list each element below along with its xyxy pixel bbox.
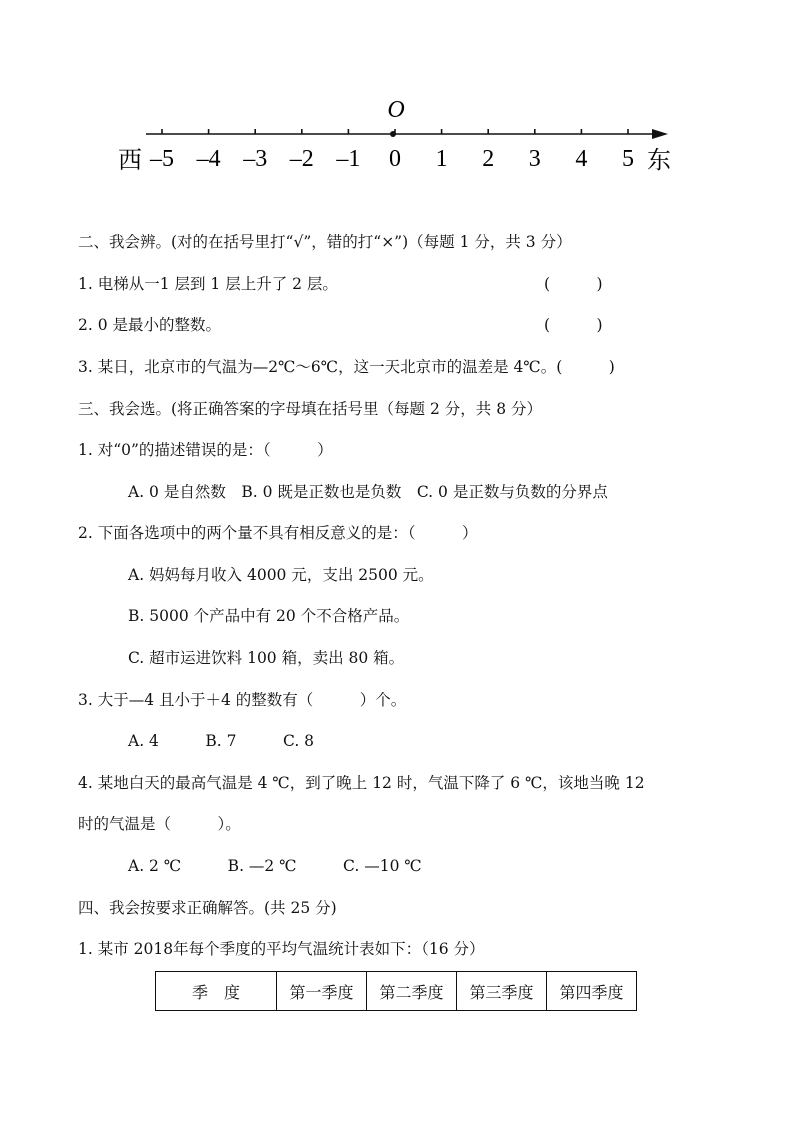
section3-q2-option-b: B. 5000 个产品中有 20 个不合格产品。 [128,607,410,625]
section3-q3-options: A. 4 B. 7 C. 8 [128,732,315,750]
table-header-cell: 第三季度 [457,972,547,1011]
section3-q2: 2. 下面各选项中的两个量不具有相反意义的是：（ ） [78,524,478,542]
west-label: 西 [118,148,142,174]
tick-label: –1 [336,146,361,172]
section2-item-3: 3. 某日，北京市的气温为—2℃～6℃，这一天北京市的温差是 4℃。( ) [78,358,615,376]
tick-label: –2 [289,146,314,172]
section3-q4-line2: 时的气温是（ ）。 [78,815,241,833]
table-header-cell: 第二季度 [367,972,457,1011]
table-header-cell: 第四季度 [547,972,637,1011]
tick-label: 5 [622,146,634,172]
section3-q1: 1. 对“0”的描述错误的是：（ ） [78,441,333,459]
tick-label: 4 [575,146,588,172]
section4-heading: 四、我会按要求正确解答。(共 25 分) [78,899,337,917]
tick-label: 3 [528,146,541,172]
section3-q4-line1: 4. 某地白天的最高气温是 4 ℃，到了晚上 12 时，气温下降了 6 ℃，该地当晚 12 [78,774,645,792]
section3-q2-option-a: A. 妈妈每月收入 4000 元，支出 2500 元。 [128,566,434,584]
number-line [0,0,794,200]
section3-q2-option-c: C. 超市运进饮料 100 箱，卖出 80 箱。 [128,649,405,667]
tick-label: –5 [150,146,174,172]
section2-heading: 二、我会辨。(对的在括号里打“√”，错的打“×”)（每题 1 分，共 3 分） [78,233,572,251]
section2-item-2-text: 2. 0 是最小的整数。 [78,316,222,334]
section2-item-1-text: 1. 电梯从一1 层到 1 层上升了 2 层。 [78,275,338,293]
origin-label: O [387,97,405,123]
section3-heading: 三、我会选。(将正确答案的字母填在括号里（每题 2 分，共 8 分） [78,400,542,418]
table-header-cell: 第一季度 [277,972,367,1011]
arrow-right-icon [652,129,668,139]
table-header-cell: 季 度 [156,972,277,1011]
tick-label: –4 [196,146,221,172]
tick-label: 2 [482,146,495,172]
table-row [156,972,637,1011]
section4-q1: 1. 某市 2018年每个季度的平均气温统计表如下：（16 分） [78,940,485,958]
east-label: 东 [647,148,671,174]
section3-q3: 3. 大于—4 且小于＋4 的整数有（ ）个。 [78,691,407,709]
section2-item-1 [78,274,603,294]
section3-q1-options: A. 0 是自然数 B. 0 既是正数也是负数 C. 0 是正数与负数的分界点 [128,483,608,501]
section3-q4-options: A. 2 ℃ B. —2 ℃ C. —10 ℃ [128,857,422,875]
season-temperature-table [155,971,637,1011]
tick-label: 0 [389,146,401,172]
tick-label: 1 [435,146,448,172]
answer-paren[interactable]: ( ) [544,275,603,293]
answer-paren[interactable]: ( ) [544,316,603,334]
section2-item-2 [78,315,603,335]
tick-label: –3 [243,146,268,172]
